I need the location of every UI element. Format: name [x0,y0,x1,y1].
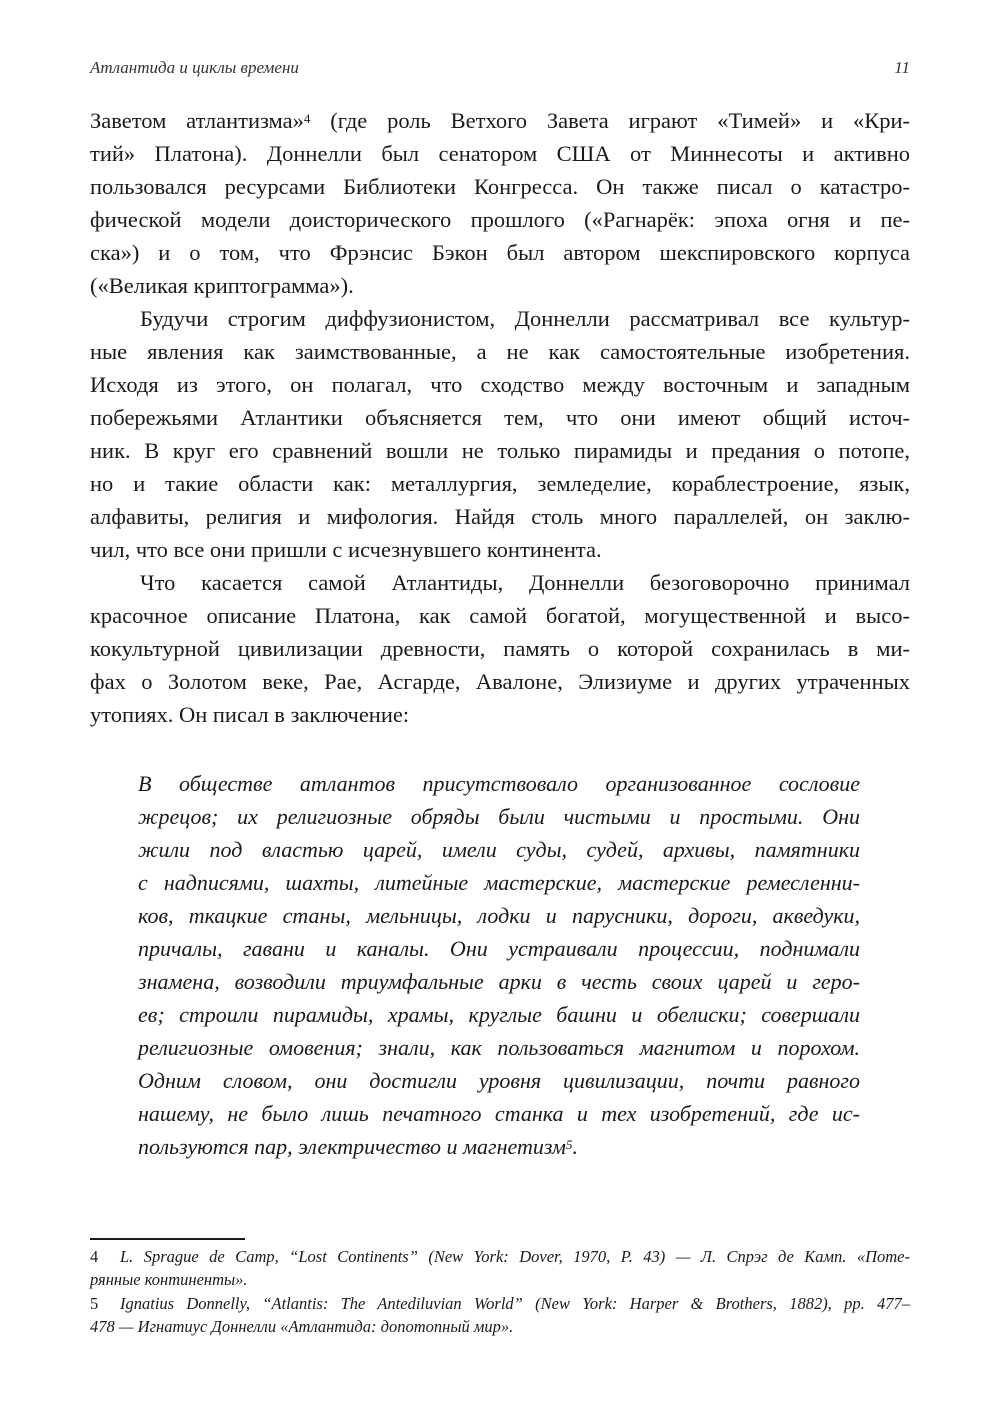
quote-line: религиозные омовения; знали, как пользоваться магнитом и порохом. [138,1035,860,1060]
text-line: чил, что все они пришли с исчезнувшего континента. [90,537,602,562]
quote-end: . [572,1134,578,1159]
text-line: («Великая криптограмма»). [90,273,354,298]
text-line: пользовался ресурсами Библиотеки Конгресса. Он также писал о катастро- [90,174,910,199]
quote-line: В обществе атлантов присутствовало организованное сословие [138,771,860,796]
quote-line: ев; строили пирамиды, храмы, круглые башни и обелиски; совершали [138,1002,860,1027]
text-line: кокультурной цивилизации древности, память о которой сохранилась в ми- [90,636,910,661]
text-line: тий» Платона). Доннелли был сенатором США от Миннесоты и активно [90,141,910,166]
text-line: фах о Золотом веке, Рае, Асгарде, Авалоне, Элизиуме и других утраченных [90,669,910,694]
text-line: (где роль Ветхого Завета играют «Тимей» и «Кри- [330,108,910,133]
text-line: красочное описание Платона, как самой богатой, могущественной и высо- [90,603,910,628]
quote-line: причалы, гавани и каналы. Они устраивали процессии, поднимали [138,936,860,961]
text-line: Будучи строгим диффузионистом, Доннелли рассматривал все культур- [140,306,910,331]
quote-line: жили под властью царей, имели суды, судей, архивы, памятники [138,837,860,862]
text-line: Исходя из этого, он полагал, что сходство между восточным и западным [90,372,910,397]
footnote-text: 478 — Игнатиус Доннелли «Атлантида: допотопный мир». [90,1317,514,1336]
block-quote [138,767,860,1163]
running-header [90,58,910,78]
quote-line: Одним словом, они достигли уровня цивилизации, почти равного [138,1068,860,1093]
page-number: 11 [894,58,910,77]
quote-line: ков, ткацкие станы, мельницы, лодки и парусники, дороги, акведуки, [138,903,860,928]
quote-line: пользуются пар, электричество и магнетизм [138,1134,566,1159]
text-line: но и такие области как: металлургия, земледелие, кораблестроение, язык, [90,471,910,496]
footnote-ref-4[interactable]: 4 [303,111,311,126]
quote-line: с надписями, шахты, литейные мастерские, мастерские ремесленни- [138,870,860,895]
footnote-5 [90,1292,910,1338]
footnote-number: 4 [90,1247,99,1266]
paragraph-3 [90,566,910,731]
footnote-text: Ignatius Donnelly, “Atlantis: The Antediluvian World” (New York: Harper & Brothers, 1882), pp. 477– [120,1294,910,1313]
text-line: алфавиты, религия и мифология. Найдя столь много параллелей, он заклю- [90,504,910,529]
footnote-4 [90,1245,910,1291]
paragraph-2 [90,302,910,566]
text-line: утопиях. Он писал в заключение: [90,702,410,727]
footnote-text: рянные континенты». [90,1270,248,1289]
text-line: ник. В круг его сравнений вошли не только пирамиды и предания о потопе, [90,438,910,463]
quote-line: жрецов; их религиозные обряды были чистыми и простыми. Они [138,804,860,829]
text-line: ска») и о том, что Фрэнсис Бэкон был автором шекспировского корпуса [90,240,910,265]
footnote-divider [90,1238,245,1240]
text-line: ные явления как заимствованные, а не как самостоятельные изобретения. [90,339,910,364]
quote-line: знамена, возводили триумфальные арки в честь своих царей и геро- [138,969,860,994]
footnote-text: L. Sprague de Camp, “Lost Continents” (New York: Dover, 1970, P. 43) — Л. Спрэг де Камп. «Поте- [120,1247,910,1266]
footnote-number: 5 [90,1294,99,1313]
paragraph-1 [90,104,910,302]
running-title: Атлантида и циклы времени [90,58,299,77]
text-line: Заветом атлантизма» [90,108,304,133]
text-line: побережьями Атлантики объясняется тем, что они имеют общий источ- [90,405,910,430]
text-line: Что касается самой Атлантиды, Доннелли безоговорочно принимал [140,570,910,595]
quote-line: нашему, не было лишь печатного станка и тех изобретений, где ис- [138,1101,860,1126]
text-line: фической модели доисторического прошлого («Рагнарёк: эпоха огня и пе- [90,207,910,232]
footnote-ref-5[interactable]: 5 [565,1137,573,1152]
